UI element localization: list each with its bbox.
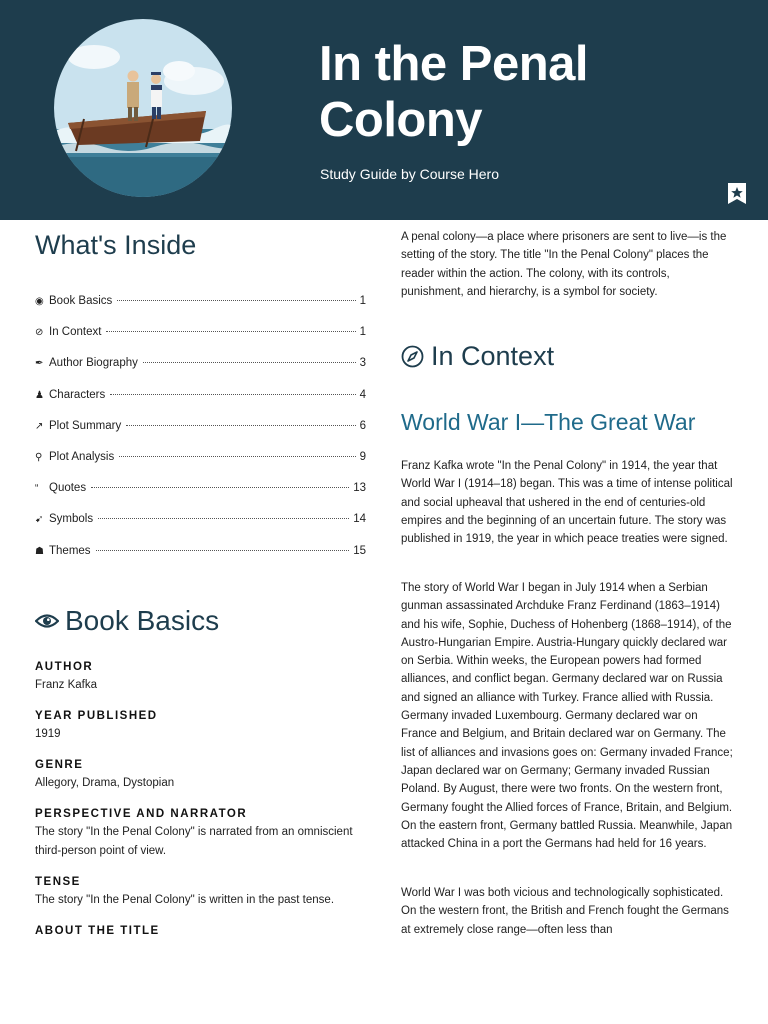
- fact-value: The story "In the Penal Colony" is narrated from an omniscient third-person point of view.: [35, 826, 353, 857]
- toc-page: 13: [353, 482, 366, 495]
- table-of-contents: [35, 295, 366, 576]
- toc-item-plot-summary[interactable]: [35, 420, 366, 451]
- header-banner: [0, 0, 768, 220]
- toc-leader: [96, 550, 350, 551]
- toc-leader: [98, 518, 349, 519]
- context-paragraph-1: Franz Kafka wrote "In the Penal Colony" in 1914, the year that World War I (1914–18) began. This was a time of intense political and social upheaval that ushered in the end of centuries-old empires and the beginning of an uncertain future. The story was published in 1919, the year in which peace treaties were signed.: [401, 460, 733, 546]
- fact-label: TENSE: [35, 876, 81, 888]
- chart-icon: ↗: [35, 420, 44, 432]
- cover-illustration: [54, 19, 232, 197]
- section-subheading: World War I—The Great War: [401, 409, 696, 435]
- toc-item-author-biography[interactable]: [35, 357, 366, 388]
- fact-genre: [35, 757, 365, 793]
- eye-icon: ◉: [35, 296, 44, 307]
- toc-label: Themes: [49, 544, 91, 557]
- whats-inside-heading: What's Inside: [35, 230, 197, 260]
- toc-page: 6: [359, 419, 366, 432]
- toc-label: Plot Analysis: [49, 450, 115, 463]
- toc-item-book-basics[interactable]: [35, 295, 366, 326]
- toc-page: 1: [359, 326, 366, 339]
- people-icon: ♟: [35, 389, 44, 401]
- eye-icon: [35, 612, 59, 630]
- fact-label: YEAR PUBLISHED: [35, 710, 158, 722]
- fact-value: Franz Kafka: [35, 679, 97, 691]
- toc-leader: [91, 487, 349, 488]
- toc-page: 15: [353, 544, 366, 557]
- toc-leader: [117, 300, 355, 301]
- toc-item-themes[interactable]: [35, 545, 366, 576]
- fact-author: [35, 659, 365, 695]
- toc-leader: [110, 394, 355, 395]
- book-basics-title: Book Basics: [65, 605, 220, 636]
- pen-nib-icon: ✒: [35, 358, 44, 370]
- compass-icon: ⊘: [35, 327, 44, 339]
- toc-item-symbols[interactable]: [35, 513, 366, 544]
- toc-page: 3: [359, 357, 366, 370]
- in-context-title: In Context: [431, 341, 555, 371]
- fact-about-title: [35, 923, 365, 939]
- fact-label: AUTHOR: [35, 661, 94, 673]
- toc-page: 14: [353, 513, 366, 526]
- toc-label: Plot Summary: [49, 419, 122, 432]
- toc-label: Book Basics: [49, 295, 113, 307]
- magnifier-icon: ⚲: [35, 451, 43, 463]
- fact-value: The story "In the Penal Colony" is written in the past tense.: [35, 894, 335, 906]
- quote-icon: “: [35, 483, 39, 495]
- toc-leader: [143, 362, 356, 363]
- toc-leader: [126, 425, 355, 426]
- bookmark-star-icon: [728, 183, 746, 204]
- fact-tense: [35, 874, 365, 910]
- toc-label: Symbols: [49, 513, 94, 526]
- toc-item-in-context[interactable]: [35, 326, 366, 357]
- document-title: In the Penal Colony: [319, 37, 589, 147]
- toc-label: Characters: [49, 388, 106, 401]
- fact-value: 1919: [35, 728, 61, 740]
- bird-icon: ➹: [35, 514, 44, 526]
- masks-icon: ☗: [35, 545, 44, 557]
- toc-item-quotes[interactable]: [35, 482, 366, 513]
- toc-page: 1: [359, 295, 366, 307]
- book-basics-heading: [35, 605, 219, 637]
- fact-perspective: [35, 806, 365, 861]
- toc-item-characters[interactable]: [35, 389, 366, 420]
- toc-label: Quotes: [49, 482, 87, 495]
- fact-label: PERSPECTIVE AND NARRATOR: [35, 808, 248, 820]
- toc-page: 4: [359, 388, 366, 401]
- toc-label: In Context: [49, 326, 102, 339]
- toc-leader: [106, 331, 355, 332]
- document-subtitle: Study Guide by Course Hero: [320, 166, 499, 182]
- toc-page: 9: [359, 450, 366, 463]
- fact-label: ABOUT THE TITLE: [35, 925, 160, 937]
- context-paragraph-2: The story of World War I began in July 1914 when a Serbian gunman assassinated Archduke Franz Ferdinand (1863–1914) and his wife, Sophie, Duchess of Hohenberg (1868–1914), of the Austro-Hungarian Empire. Austria-Hungary quickly declared war on Serbia. Within weeks, the European powers had formed alliances, and conflict began. Germany declared war on Russia and signed an alliance with Turkey. France allied with Russia. Germany invaded Luxembourg. Germany declared war on France and Belgium, and Britain declared war on Germany. The list of alliances and invasions goes on: Germany invaded France; Japan declared war on Germany; Germany invaded Russian Poland. By August, there were two fronts. On the western front, Germany fought the Allied forces of France, Britain, and Belgium. On the eastern front, Germany battled Russia. Meanwhile, Japan attacked China in a port the Germans had held for 16 years.: [401, 582, 733, 851]
- fact-label: GENRE: [35, 759, 84, 771]
- in-context-heading: [401, 341, 554, 372]
- about-title-paragraph: A penal colony—a place where prisoners are sent to live—is the setting of the story. The title "In the Penal Colony" places the reader within the action. The colony, with its controls, punishment, and hierarchy, is a symbol for society.: [401, 231, 727, 298]
- toc-item-plot-analysis[interactable]: [35, 451, 366, 482]
- context-paragraph-3: World War I was both vicious and technologically sophisticated. On the western front, the British and French fought the Germans at extremely close range—often less than: [401, 887, 729, 936]
- fact-year-published: [35, 708, 365, 744]
- book-basics-facts: [35, 659, 365, 952]
- toc-label: Author Biography: [49, 357, 138, 370]
- compass-icon: [401, 345, 424, 368]
- fact-value: Allegory, Drama, Dystopian: [35, 777, 175, 789]
- toc-leader: [119, 456, 355, 457]
